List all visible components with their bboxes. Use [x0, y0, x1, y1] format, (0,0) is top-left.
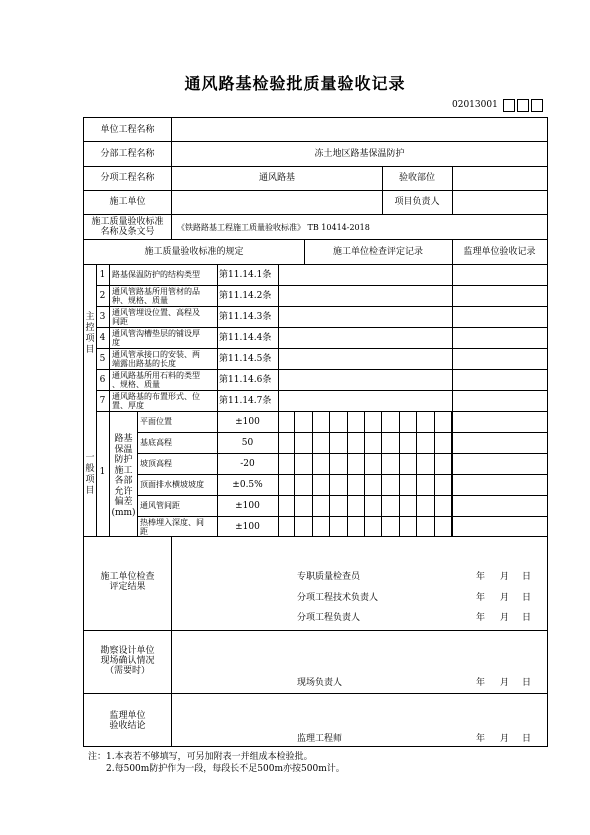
month-label: 月 [500, 678, 510, 688]
tolerance-item [140, 438, 172, 447]
construction-check-line: 评定结果 [109, 582, 146, 592]
supervision-conclusion-line: 监理单位 [109, 711, 146, 721]
measurement-cell[interactable] [348, 453, 365, 474]
item-description [112, 329, 200, 347]
item-clause: 第11.14.2条 [219, 291, 272, 301]
supervision-record-field[interactable] [453, 270, 547, 280]
tech-leader-label: 分项工程技术负责人 [297, 593, 379, 603]
item-number: 2 [99, 291, 106, 301]
measurement-cell[interactable] [400, 411, 417, 432]
item-description-line: 种、规格、质量 [112, 296, 168, 305]
measurement-cell[interactable] [295, 474, 312, 495]
tolerance-item-line: 通风管间距 [140, 501, 180, 510]
year-label: 年 [476, 678, 486, 688]
measurement-cell[interactable] [435, 474, 452, 495]
month-label: 月 [500, 572, 510, 582]
supervision-record-field[interactable] [453, 375, 547, 385]
item-clause: 第11.14.3条 [219, 312, 272, 322]
month-label: 月 [500, 734, 510, 744]
note-line: 注：1.本表若不够填写，可另加附表一并组成本检验批。 [88, 752, 313, 762]
code-box[interactable] [531, 99, 543, 112]
measurement-cell[interactable] [313, 432, 330, 453]
construction-unit-field[interactable] [172, 197, 382, 207]
sub-project-value: 冻土地区路基保温防护 [314, 149, 405, 159]
design-confirm-line: （需要时） [104, 666, 150, 676]
item-project-value: 通风路基 [258, 173, 295, 183]
measurement-cell[interactable] [435, 411, 452, 432]
measurement-cell[interactable] [278, 474, 295, 495]
item-description-line: 置、厚度 [112, 401, 144, 410]
supervision-record-field[interactable] [453, 312, 547, 322]
supervision-record-field[interactable] [453, 333, 547, 343]
supervision-record-field[interactable] [453, 522, 547, 532]
tolerance-group-line: 防护 [114, 455, 133, 465]
item-description [112, 392, 200, 410]
measurement-cell[interactable] [400, 495, 417, 516]
unit-project-label: 单位工程名称 [100, 125, 155, 135]
measurement-cell[interactable] [435, 453, 452, 474]
day-label: 日 [522, 734, 532, 744]
tolerance-group-line: 偏差 [114, 497, 133, 507]
measurement-cell[interactable] [278, 495, 295, 516]
supervision-record-field[interactable] [453, 501, 547, 511]
measurement-cell[interactable] [365, 474, 382, 495]
tolerance-value: ±0.5% [232, 480, 263, 490]
item-description-line: 通风管沟槽垫层的铺设厚 [112, 329, 200, 338]
item-description-line: 通风管承接口的安装、两 [112, 350, 200, 359]
item-description-line: 路基保温防护的结构类型 [112, 270, 200, 279]
item-description [112, 308, 200, 326]
tolerance-group-line: 允许 [114, 486, 133, 497]
item-description [112, 270, 200, 279]
item-description-line: 通风路基的布置形式、位 [112, 392, 200, 401]
supervision-conclusion-label [84, 711, 171, 731]
measurement-cell[interactable] [348, 411, 365, 432]
tolerance-value: ±100 [235, 522, 260, 532]
design-confirm-line: 现场确认情况 [100, 656, 155, 666]
item-description-line: 、规格、质量 [112, 380, 160, 389]
construction-record-field[interactable] [279, 354, 451, 364]
item-description [112, 350, 200, 368]
tolerance-item-line: 平面位置 [140, 417, 172, 426]
construction-check-label [84, 572, 171, 592]
tolerance-group-line: (mm) [111, 507, 136, 518]
measurement-cell[interactable] [278, 516, 295, 537]
measurement-cell[interactable] [417, 453, 434, 474]
month-label: 月 [500, 613, 510, 623]
measurement-cell[interactable] [330, 495, 347, 516]
measurement-cell[interactable] [400, 432, 417, 453]
measurement-cell[interactable] [417, 474, 434, 495]
item-description-line: 通风管路基所用管材的品 [112, 287, 200, 296]
measurement-cell[interactable] [330, 411, 347, 432]
design-confirm-line: 勘察设计单位 [100, 646, 155, 656]
general-label-char: 般 [85, 464, 95, 474]
measurement-cell[interactable] [400, 453, 417, 474]
construction-record-field[interactable] [279, 396, 451, 406]
measurement-cell[interactable] [330, 474, 347, 495]
general-label-char: 目 [85, 486, 95, 496]
tolerance-group-line: 路基 [114, 434, 133, 444]
general-label [84, 453, 96, 497]
measurement-cell[interactable] [382, 516, 399, 537]
main-control-label-char: 主 [85, 312, 95, 322]
column-construction-record: 施工单位检查评定记录 [332, 247, 423, 257]
supervision-record-field[interactable] [453, 459, 547, 469]
main-control-label-char: 控 [85, 323, 95, 333]
year-label: 年 [476, 734, 486, 744]
note-line: 2.每500m防护作为一段，每段长不足500m亦按500m计。 [106, 764, 345, 774]
supervision-record-field[interactable] [453, 480, 547, 490]
day-label: 日 [522, 593, 532, 603]
unit-project-field[interactable] [172, 125, 547, 135]
day-label: 日 [522, 678, 532, 688]
item-description-line: 通风路基所用石料的类型 [112, 371, 200, 380]
measurement-cell[interactable] [417, 495, 434, 516]
main-control-label [84, 312, 96, 356]
year-label: 年 [476, 593, 486, 603]
measurement-cell[interactable] [295, 432, 312, 453]
tolerance-item-line: 基底高程 [140, 438, 172, 447]
measurement-cell[interactable] [330, 516, 347, 537]
item-project-label: 分项工程名称 [100, 173, 155, 183]
standard-value: 《铁路路基工程施工质量验收标准》 TB 10414-2018 [177, 223, 370, 232]
supervision-record-field[interactable] [453, 354, 547, 364]
supervisor-label: 监理工程师 [297, 734, 343, 744]
item-number: 5 [99, 354, 106, 364]
item-number: 7 [99, 396, 106, 406]
item-clause: 第11.14.4条 [219, 333, 272, 343]
item-description-line: 端露出路基的长度 [112, 359, 176, 368]
sub-project-label: 分部工程名称 [100, 149, 155, 159]
tolerance-value: ±100 [235, 501, 260, 511]
item-number: 6 [99, 375, 106, 385]
column-spec: 施工质量验收标准的规定 [144, 247, 244, 257]
construction-record-field[interactable] [279, 333, 451, 343]
page-title: 通风路基检验批质量验收记录 [184, 74, 406, 93]
site-leader-label: 现场负责人 [297, 678, 343, 688]
measurement-cell[interactable] [295, 411, 312, 432]
column-supervision-record: 监理单位验收记录 [463, 247, 536, 257]
measurement-cell[interactable] [313, 495, 330, 516]
construction-record-field[interactable] [279, 375, 451, 385]
tolerance-value: -20 [240, 459, 255, 469]
measurement-cell[interactable] [278, 411, 295, 432]
measurement-cell[interactable] [382, 453, 399, 474]
measurement-cell[interactable] [400, 516, 417, 537]
tolerance-value: ±100 [235, 417, 260, 427]
measurement-cell[interactable] [348, 432, 365, 453]
form-code-text: 02013001 [452, 100, 498, 110]
day-label: 日 [522, 613, 532, 623]
measurement-cell[interactable] [365, 516, 382, 537]
measurement-cell[interactable] [417, 432, 434, 453]
construction-unit-label: 施工单位 [109, 197, 146, 207]
tolerance-item-line: 热棒埋入深度、间 [140, 518, 204, 527]
measurement-cell[interactable] [417, 516, 434, 537]
code-box[interactable] [503, 99, 515, 112]
measurement-cell[interactable] [435, 495, 452, 516]
construction-record-field[interactable] [279, 312, 451, 322]
item-number: 4 [99, 333, 106, 343]
item-description [112, 287, 200, 305]
tolerance-group-label [110, 434, 137, 518]
construction-check-line: 施工单位检查 [100, 572, 155, 582]
measurement-cell[interactable] [365, 411, 382, 432]
month-label: 月 [500, 593, 510, 603]
general-label-char: 项 [85, 475, 95, 485]
item-description [112, 371, 200, 389]
main-control-label-char: 项 [85, 334, 95, 344]
item-leader-label: 分项工程负责人 [297, 613, 361, 623]
tolerance-item [140, 417, 172, 426]
tolerance-item-line: 坡顶高程 [140, 459, 172, 468]
inspector-label: 专职质量检查员 [297, 572, 361, 582]
tolerance-item [140, 518, 204, 536]
form-code [452, 97, 543, 113]
accept-part-field[interactable] [453, 173, 547, 183]
standard-label-line: 施工质量验收标准 [91, 217, 164, 227]
item-clause: 第11.14.6条 [219, 375, 272, 385]
standard-label-line: 名称及条文号 [100, 227, 155, 237]
measurement-cell[interactable] [417, 411, 434, 432]
tolerance-item-line: 距 [140, 527, 148, 536]
measurement-cell[interactable] [330, 432, 347, 453]
measurement-cell[interactable] [365, 495, 382, 516]
measurement-cell[interactable] [278, 453, 295, 474]
measurement-cell[interactable] [295, 495, 312, 516]
item-number: 1 [99, 467, 106, 477]
tolerance-item [140, 459, 172, 468]
supervision-record-field[interactable] [453, 438, 547, 448]
measurement-cell[interactable] [295, 453, 312, 474]
year-label: 年 [476, 572, 486, 582]
measurement-cell[interactable] [365, 432, 382, 453]
measurement-cell[interactable] [348, 516, 365, 537]
tolerance-item [140, 501, 180, 510]
measurement-cell[interactable] [382, 411, 399, 432]
main-control-label-char: 目 [85, 345, 95, 355]
measurement-cell[interactable] [365, 453, 382, 474]
standard-label [84, 217, 171, 237]
item-description-line: 间距 [112, 317, 128, 326]
design-confirm-label [84, 646, 171, 676]
project-leader-label: 项目负责人 [394, 197, 440, 207]
measurement-cell[interactable] [348, 474, 365, 495]
measurement-cell[interactable] [435, 432, 452, 453]
tolerance-group-line: 各部 [114, 476, 133, 486]
tolerance-value: 50 [241, 438, 254, 448]
supervision-record-field[interactable] [453, 291, 547, 301]
item-description-line: 度 [112, 338, 120, 347]
accept-part-label: 验收部位 [398, 173, 435, 183]
item-clause: 第11.14.1条 [219, 270, 272, 280]
tolerance-item [140, 480, 204, 489]
measurement-cell[interactable] [400, 474, 417, 495]
day-label: 日 [522, 572, 532, 582]
measurement-cell[interactable] [348, 495, 365, 516]
item-number: 1 [99, 270, 106, 280]
measurement-cell[interactable] [313, 474, 330, 495]
measurement-cell[interactable] [278, 432, 295, 453]
item-clause: 第11.14.7条 [219, 396, 272, 406]
measurement-cell[interactable] [382, 474, 399, 495]
measurement-cell[interactable] [435, 516, 452, 537]
item-clause: 第11.14.5条 [219, 354, 272, 364]
code-box[interactable] [517, 99, 529, 112]
measurement-cell[interactable] [313, 516, 330, 537]
measurement-cell[interactable] [382, 495, 399, 516]
measurement-cell[interactable] [382, 432, 399, 453]
measurement-cell[interactable] [313, 453, 330, 474]
construction-record-field[interactable] [279, 291, 451, 301]
tolerance-item-line: 顶面排水横坡坡度 [140, 480, 204, 489]
measurement-cell[interactable] [313, 411, 330, 432]
tolerance-group-line: 保温 [114, 444, 133, 455]
tolerance-group-line: 施工 [114, 465, 133, 476]
item-description-line: 通风管埋设位置、高程及 [112, 308, 200, 317]
inspection-form [83, 117, 548, 747]
project-leader-field[interactable] [453, 197, 547, 207]
supervision-record-field[interactable] [453, 417, 547, 427]
year-label: 年 [476, 613, 486, 623]
measurement-cell[interactable] [295, 516, 312, 537]
measurement-cell[interactable] [330, 453, 347, 474]
item-number: 3 [99, 312, 106, 322]
general-label-char: 一 [85, 453, 95, 463]
supervision-conclusion-line: 验收结论 [109, 721, 146, 731]
notes [88, 751, 345, 775]
supervision-record-field[interactable] [453, 396, 547, 406]
construction-record-field[interactable] [279, 270, 451, 280]
